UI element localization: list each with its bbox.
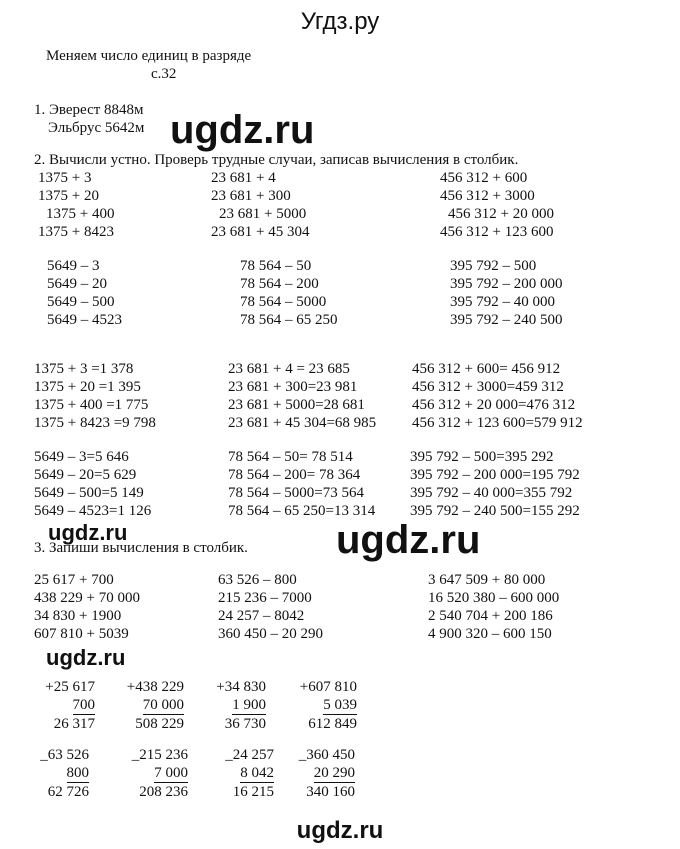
expression: 1375 + 400 [46, 206, 115, 222]
answer: 5649 – 20=5 629 [34, 467, 137, 483]
operand-top: _63 526 [40, 747, 89, 763]
column-calc [126, 746, 188, 801]
column-calc [211, 678, 266, 733]
calc-result: 36 730 [224, 716, 266, 732]
answer: 1375 + 3 =1 378 [34, 361, 134, 377]
operand-top: _360 450 [298, 747, 355, 763]
task2-add-col1 [38, 169, 114, 241]
operand-second: 7 000 [154, 765, 188, 781]
operand-second: 5 039 [323, 697, 357, 713]
task2-add-col3 [440, 169, 554, 241]
answer: 1375 + 400 =1 775 [34, 397, 149, 413]
expression: 215 236 – 7000 [218, 590, 312, 606]
expression: 2 540 704 + 200 186 [428, 608, 553, 624]
answer: 5649 – 3=5 646 [34, 449, 129, 465]
calc-result: 612 849 [308, 716, 357, 732]
expression: 23 681 + 5000 [219, 206, 307, 222]
site-title: Угдз.ру [300, 8, 380, 35]
answer: 23 681 + 5000=28 681 [228, 397, 365, 413]
expression: 456 312 + 123 600 [440, 224, 554, 240]
operand-second: 1 900 [232, 697, 266, 713]
answer: 456 312 + 20 000=476 312 [412, 397, 576, 413]
topic-title: Меняем число единиц в разряде [46, 48, 252, 64]
expression: 78 564 – 65 250 [240, 312, 338, 328]
expression: 63 526 – 800 [218, 572, 297, 588]
watermark: ugdz.ru [296, 817, 384, 844]
column-calc [220, 746, 274, 801]
answer: 1375 + 20 =1 395 [34, 379, 141, 395]
task2-sub-col1 [47, 257, 122, 329]
answer: 456 312 + 3000=459 312 [412, 379, 564, 395]
operand-top: _24 257 [225, 747, 274, 763]
operand-top: _215 236 [131, 747, 188, 763]
answer: 395 792 – 200 000=195 792 [410, 467, 580, 483]
answer: 78 564 – 65 250=13 314 [228, 503, 376, 519]
operand-second: 800 [66, 765, 89, 781]
answer: 78 564 – 5000=73 564 [228, 485, 364, 501]
expression: 25 617 + 700 [34, 572, 114, 588]
expression: 5649 – 3 [47, 258, 100, 274]
answer: 5649 – 500=5 149 [34, 485, 144, 501]
task3-col3 [428, 571, 559, 643]
operand-second: 20 290 [313, 765, 355, 781]
expression: 24 257 – 8042 [218, 608, 305, 624]
expression: 78 564 – 200 [240, 276, 319, 292]
answer: 78 564 – 50= 78 514 [228, 449, 353, 465]
task3-col1 [34, 571, 140, 643]
operand-second: 70 000 [142, 697, 184, 713]
expression: 5649 – 20 [47, 276, 107, 292]
expression: 5649 – 4523 [47, 312, 122, 328]
calc-result: 508 229 [135, 716, 184, 732]
operand-top: +25 617 [45, 679, 95, 695]
expression: 395 792 – 200 000 [450, 276, 563, 292]
page-number: с.32 [151, 66, 177, 82]
calc-result: 26 317 [53, 716, 95, 732]
calc-result: 208 236 [139, 784, 188, 800]
expression: 1375 + 8423 [38, 224, 114, 240]
expression: 16 520 380 – 600 000 [428, 590, 560, 606]
operand-second: 8 042 [240, 765, 274, 781]
column-calc [295, 678, 357, 733]
task3-heading: 3. Запиши вычисления в столбик. [34, 540, 248, 556]
expression: 456 312 + 600 [440, 170, 528, 186]
task2-answers-sub-col3 [410, 448, 580, 520]
answer: 23 681 + 4 = 23 685 [228, 361, 350, 377]
answer: 23 681 + 45 304=68 985 [228, 415, 377, 431]
task2-answers-add-col1 [34, 360, 156, 432]
expression: 1375 + 20 [38, 188, 99, 204]
expression: 23 681 + 300 [211, 188, 291, 204]
task2-add-col2 [211, 169, 309, 241]
answer: 395 792 – 40 000=355 792 [410, 485, 573, 501]
expression: 456 312 + 20 000 [448, 206, 554, 222]
task3-col2 [218, 571, 323, 643]
task2-heading: 2. Вычисли устно. Проверь трудные случаи, записав вычисления в столбик. [34, 152, 519, 168]
operand-top: +438 229 [126, 679, 184, 695]
column-calc [33, 678, 95, 733]
watermark: ugdz.ru [48, 520, 128, 545]
expression: 607 810 + 5039 [34, 626, 129, 642]
expression: 3 647 509 + 80 000 [428, 572, 546, 588]
task2-answers-sub-col2 [228, 448, 375, 520]
operand-top: +607 810 [299, 679, 357, 695]
task2-answers-add-col2 [228, 360, 376, 432]
expression: 5649 – 500 [47, 294, 115, 310]
expression: 78 564 – 50 [240, 258, 312, 274]
calc-result: 340 160 [306, 784, 355, 800]
answer: 78 564 – 200= 78 364 [228, 467, 361, 483]
expression: 360 450 – 20 290 [218, 626, 323, 642]
operand-second: 700 [72, 697, 95, 713]
task1-line1: 1. Эверест 8848м [34, 102, 144, 118]
watermark: ugdz.ru [170, 108, 315, 152]
expression: 395 792 – 500 [450, 258, 537, 274]
task2-answers-add-col3 [412, 360, 583, 432]
answer: 23 681 + 300=23 981 [228, 379, 358, 395]
task2-sub-col2 [240, 257, 338, 329]
task2-sub-col3 [450, 257, 563, 329]
column-calc [293, 746, 355, 801]
expression: 395 792 – 240 500 [450, 312, 563, 328]
calc-result: 62 726 [47, 784, 89, 800]
watermark: ugdz.ru [46, 645, 126, 670]
answer: 1375 + 8423 =9 798 [34, 415, 156, 431]
expression: 395 792 – 40 000 [450, 294, 555, 310]
answer: 456 312 + 600= 456 912 [412, 361, 561, 377]
answer: 456 312 + 123 600=579 912 [412, 415, 583, 431]
answer: 5649 – 4523=1 126 [34, 503, 152, 519]
column-calc [33, 746, 89, 801]
expression: 456 312 + 3000 [440, 188, 535, 204]
task2-answers-sub-col1 [34, 448, 151, 520]
expression: 4 900 320 – 600 150 [428, 626, 552, 642]
watermark: ugdz.ru [336, 518, 481, 562]
task1-line2: Эльбрус 5642м [48, 120, 145, 136]
answer: 395 792 – 500=395 292 [410, 449, 554, 465]
expression: 78 564 – 5000 [240, 294, 327, 310]
expression: 34 830 + 1900 [34, 608, 122, 624]
answer: 395 792 – 240 500=155 292 [410, 503, 580, 519]
calc-result: 16 215 [232, 784, 274, 800]
column-calc [122, 678, 184, 733]
expression: 1375 + 3 [38, 170, 92, 186]
expression: 23 681 + 4 [211, 170, 276, 186]
expression: 438 229 + 70 000 [34, 590, 140, 606]
expression: 23 681 + 45 304 [211, 224, 310, 240]
operand-top: +34 830 [216, 679, 266, 695]
